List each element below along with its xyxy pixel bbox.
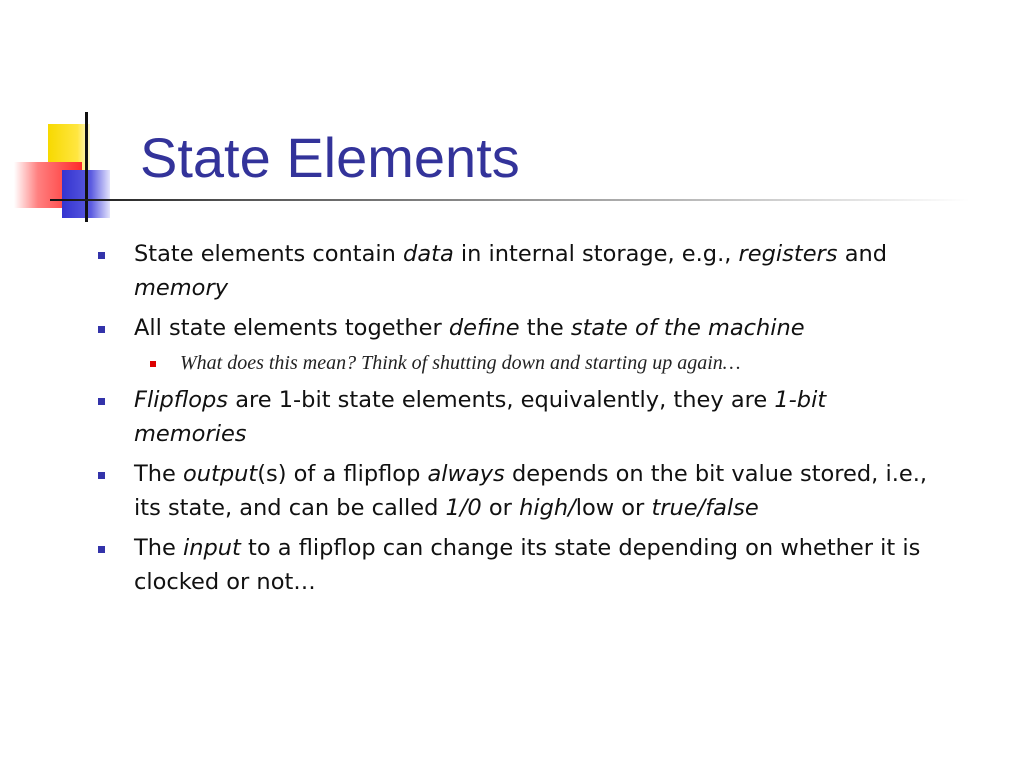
bullet-item xyxy=(96,383,936,451)
bullet-list xyxy=(96,237,936,605)
bullet-text: The xyxy=(134,461,183,487)
bullet-text: All state elements together xyxy=(134,315,449,341)
blue-square-bullet-icon xyxy=(98,398,105,405)
emphasis-text: data xyxy=(403,241,454,267)
emphasis-text: registers xyxy=(738,241,838,267)
bullet-text: and xyxy=(837,241,888,267)
bullet-item xyxy=(96,311,936,345)
bullet-text: to a flipflop can change its state depending on whether it is clocked or not… xyxy=(134,535,921,595)
bullet-text: low or xyxy=(575,495,652,521)
bullet-text: State elements contain xyxy=(134,241,404,267)
sub-bullet-item xyxy=(96,347,936,379)
bullet-item xyxy=(96,457,936,525)
emphasis-text: always xyxy=(427,461,505,487)
title-underline xyxy=(50,199,970,201)
emphasis-text: define xyxy=(448,315,520,341)
emphasis-text: 1-bit memories xyxy=(134,387,827,447)
emphasis-text: memory xyxy=(134,275,229,301)
bullet-text: depends on the bit value stored, i.e., its state, and can be called xyxy=(134,461,928,521)
blue-square-bullet-icon xyxy=(98,252,105,259)
bullet-item xyxy=(96,237,936,305)
bullet-text: or xyxy=(481,495,520,521)
emphasis-text: input xyxy=(183,535,241,561)
red-square-bullet-icon xyxy=(150,361,156,367)
emphasis-text: output xyxy=(183,461,258,487)
emphasis-text: state of the machine xyxy=(570,315,805,341)
blue-square-bullet-icon xyxy=(98,546,105,553)
emphasis-text: high/ xyxy=(519,495,576,521)
bullet-text: The xyxy=(134,535,183,561)
decor-vertical-line xyxy=(85,112,88,222)
bullet-text: (s) of a flipflop xyxy=(257,461,428,487)
bullet-item xyxy=(96,531,936,599)
blue-square-bullet-icon xyxy=(98,326,105,333)
bullet-text: are 1-bit state elements, equivalently, they are xyxy=(228,387,775,413)
emphasis-text: 1/0 xyxy=(445,495,482,521)
emphasis-text: true/false xyxy=(651,495,759,521)
bullet-text: in internal storage, e.g., xyxy=(453,241,739,267)
bullet-text: What does this mean? Think of shutting down and starting up again… xyxy=(180,352,741,374)
slide-title: State Elements xyxy=(140,126,520,189)
blue-square-bullet-icon xyxy=(98,472,105,479)
bullet-text: the xyxy=(519,315,571,341)
emphasis-text: Flipflops xyxy=(134,387,229,413)
